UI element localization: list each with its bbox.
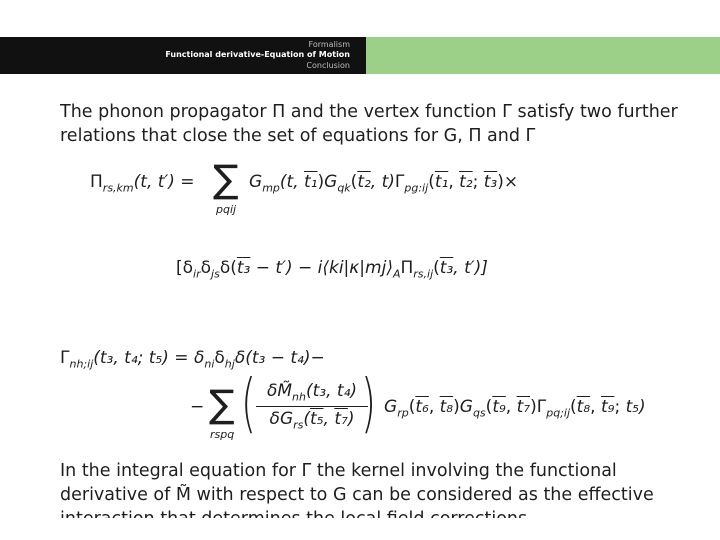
- eq4-num-subscript: nh: [292, 390, 306, 404]
- nav-item-conclusion[interactable]: Conclusion: [306, 61, 350, 70]
- eq1-gamma: Γ: [394, 172, 405, 192]
- eq4-t8: t₈: [439, 397, 454, 417]
- header-accent-bar: [366, 37, 720, 74]
- eq4-num-args: (t₃, t₄): [305, 381, 358, 401]
- eq1-sum-subscript: pqij: [216, 203, 237, 216]
- eq4-left-paren: (: [240, 367, 256, 441]
- eq2-d2-subscript: js: [211, 267, 220, 281]
- eq2-a-subscript: A: [392, 267, 401, 281]
- eq2-d1-subscript: ir: [193, 267, 201, 281]
- slide-cutoff-mask: [0, 518, 720, 540]
- eq3-d2-subscript: hj: [224, 357, 235, 371]
- eq1-g1: G: [249, 172, 263, 192]
- eq1-gamma-t2: t₂: [459, 172, 473, 192]
- eq2-d2: δ: [200, 258, 212, 278]
- eq3-gamma-subscript: nh;ij: [69, 357, 94, 371]
- eq4-tail: t₅): [625, 397, 646, 417]
- equation-vertex-kernel: $G_{rp}(t_6$, $t_8)G_{qs}(t_9$, $t_7)\Gamma_{pq;ij}(t_8$, t₉; t₅): [384, 397, 646, 420]
- eq4-gamma-t8: t₈: [576, 397, 591, 417]
- eq4-num-symbol: δM̃: [266, 381, 293, 401]
- eq4-sum-subscript: rspq: [210, 428, 235, 441]
- intro-line-2: relations that close the set of equations for G, Π and Γ: [60, 126, 536, 146]
- eq1-gamma-t1: t₁: [434, 172, 449, 192]
- eq2-kernel: − t′) − i⟨ki|κ|mj⟩: [250, 258, 393, 278]
- eq4-den-t7: t₇: [334, 409, 348, 430]
- eq4-g2-subscript: qs: [472, 406, 486, 420]
- eq2-pi-args: , t′)]: [453, 258, 488, 278]
- eq4-den-t5: t₅: [310, 409, 324, 430]
- equation-phonon-propagator-lhs: [90, 172, 195, 194]
- eq1-sum-symbol: ∑: [213, 157, 239, 201]
- eq3-rest: δ(t₃ − t₄)−: [234, 348, 325, 368]
- eq1-lhs-symbol: Π: [90, 172, 103, 192]
- eq4-t6: t₆: [415, 397, 429, 417]
- eq4-right-paren: ): [360, 367, 376, 441]
- eq4-g2: G: [459, 397, 473, 417]
- equation-phonon-propagator-rhs: $G_{mp}(t$, $t_1)G_{qk}(t_2$, $t)\Gamma_{pg:ij}(t_1$, t₂; t₃)×: [249, 172, 519, 195]
- eq4-fraction: [256, 381, 368, 432]
- eq4-den-symbol: δG: [269, 409, 294, 430]
- eq4-g1-subscript: rp: [397, 406, 409, 420]
- outro-line-2: derivative of M̃ with respect to G can be considered as the effective: [60, 485, 654, 505]
- eq2-pi-t3: t₃: [439, 258, 454, 278]
- eq4-minus: −: [190, 397, 205, 417]
- eq1-gamma-t3: t₃: [483, 172, 498, 192]
- nav-item-formalism[interactable]: Formalism: [308, 40, 350, 49]
- eq2-pi: Π: [400, 258, 414, 278]
- eq2-pi-subscript: rs,ij: [413, 267, 434, 281]
- eq1-g1-args: (t,: [279, 172, 304, 192]
- eq4-t9: t₉: [492, 397, 506, 417]
- eq1-g1-subscript: mp: [262, 181, 280, 195]
- eq4-g1: G: [384, 397, 398, 417]
- nav-item-functional-derivative[interactable]: Functional derivative-Equation of Motion: [165, 50, 350, 59]
- eq1-t1: t₁: [304, 172, 318, 192]
- eq2-t3: t₃: [236, 258, 251, 278]
- eq3-d1-subscript: ni: [204, 357, 215, 371]
- outro-line-1: In the integral equation for Γ the kernel involving the functional: [60, 461, 617, 481]
- eq4-den-subscript: rs: [293, 418, 304, 432]
- eq2-delta: δ(: [219, 258, 237, 278]
- equation-propagator-continuation: [$\delta_{ir}\delta_{js}\delta(t_3 - t')$ − $i⟨ki|\kappa|mj⟩_A\Pi_{rs,ij}(t_3$, t′)]: [176, 258, 488, 281]
- eq4-t7: t₇: [516, 397, 531, 417]
- eq1-g2: G: [324, 172, 338, 192]
- eq3-gamma: Γ: [60, 348, 70, 368]
- eq2-open: [δ: [176, 258, 194, 278]
- eq4-numerator: [256, 381, 368, 407]
- eq1-t2: t₂: [357, 172, 371, 192]
- eq4-gamma: Γ: [536, 397, 547, 417]
- intro-line-1: The phonon propagator Π and the vertex function Γ satisfy two further: [60, 102, 678, 122]
- eq1-gamma-subscript: pg:ij: [404, 181, 429, 195]
- eq4-gamma-subscript: pq;ij: [546, 406, 571, 420]
- eq1-lhs-subscript: rs,km: [102, 181, 134, 195]
- section-navigation: [0, 37, 366, 74]
- eq3-args: (t₃, t₄; t₅) = δ: [93, 348, 205, 368]
- eq1-g2-subscript: qk: [337, 181, 351, 195]
- eq4-gamma-t9: t₉: [600, 397, 615, 417]
- intro-paragraph: [60, 100, 678, 148]
- eq4-denominator: $\delta G_{rs}(t_5$, t₇): [269, 409, 355, 432]
- eq1-times: ×: [503, 172, 519, 192]
- equation-vertex-function: [60, 348, 325, 370]
- slide-header: [0, 37, 720, 74]
- eq1-lhs-args: (t, t′) =: [133, 172, 195, 192]
- eq3-d2: δ: [214, 348, 225, 368]
- eq4-sum-symbol: ∑: [209, 382, 235, 426]
